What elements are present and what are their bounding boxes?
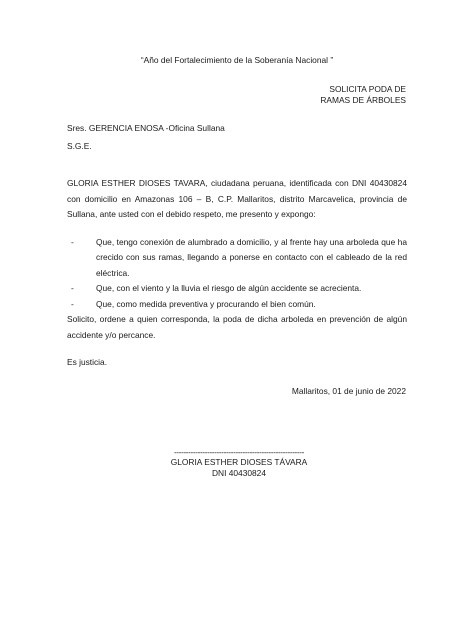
subject-line-1: SOLICITA PODA DE xyxy=(329,84,406,94)
letter-date: Mallaritos, 01 de junio de 2022 xyxy=(291,386,406,396)
bullet-dash: - xyxy=(71,283,74,293)
list-item xyxy=(67,297,407,313)
list-item xyxy=(67,281,407,297)
subject-line-2: RAMAS DE ÁRBOLES xyxy=(320,94,406,105)
list-item-text: Que, con el viento y la lluvia el riesgo de algún accidente se acrecienta. xyxy=(96,283,362,293)
bullet-dash: - xyxy=(71,298,74,309)
subject-heading xyxy=(320,84,406,105)
signature-block xyxy=(170,449,308,479)
sge-label: S.G.E. xyxy=(67,141,92,151)
request-paragraph: Solicito, ordene a quien corresponda, la poda de dicha arboleda en prevención de algún accidente y/o percance. xyxy=(67,314,407,340)
signature-line: ------------------------------------------------------- xyxy=(173,449,305,457)
signature-dni: DNI 40430824 xyxy=(211,468,266,478)
points-list xyxy=(67,235,407,313)
intro-paragraph: GLORIA ESTHER DIOSES TAVARA, ciudadana peruana, identificada con DNI 40430824 con domicilio en Amazonas 106 – B, C.P. Mallaritos, distrito Marcavelica, provincia de Sullana, ante usted con el debido respeto, me presento y expongo: xyxy=(67,178,407,219)
list-item xyxy=(67,235,407,282)
list-item-text: Que, tengo conexión de alumbrado a domicilio, y al frente hay una arboleda que ha crecido con sus ramas, llegando a ponerse en contacto con el cableado de la red eléctrica. xyxy=(96,236,407,278)
closing-phrase: Es justicia. xyxy=(67,357,108,367)
list-item-text: Que, como medida preventiva y procurando el bien común. xyxy=(96,298,316,309)
signature-name: GLORIA ESTHER DIOSES TÁVARA xyxy=(170,457,308,467)
recipient: Sres. GERENCIA ENOSA -Oficina Sullana xyxy=(67,123,225,133)
letter-body xyxy=(67,176,407,343)
bullet-dash: - xyxy=(71,236,74,247)
year-motto: “Año del Fortalecimiento de la Soberanía Nacional ” xyxy=(140,55,334,65)
